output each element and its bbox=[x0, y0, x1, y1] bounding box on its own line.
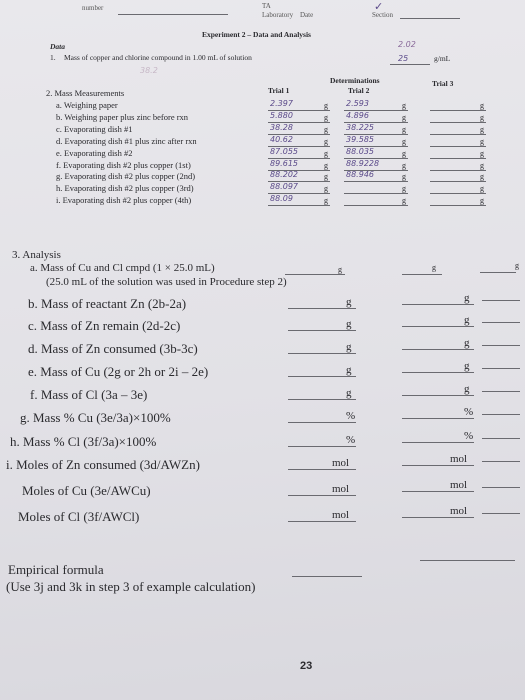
analysis-a-t1-line[interactable] bbox=[285, 274, 345, 275]
analysis-row-trial-3-line[interactable] bbox=[482, 368, 520, 369]
mass-row-trial-2-unit: g bbox=[402, 136, 406, 146]
mass-row-trial-3-unit: g bbox=[480, 196, 484, 206]
analysis-row-trial-2-line[interactable] bbox=[402, 442, 474, 443]
mass-row-trial-3-unit: g bbox=[480, 112, 484, 122]
mass-row-trial-1-value: 2.397 bbox=[270, 99, 293, 108]
mass-row-trial-2-value: 2.593 bbox=[346, 99, 369, 108]
analysis-row-trial-2-unit: mol bbox=[450, 505, 468, 517]
analysis-row-trial-1-line[interactable] bbox=[288, 495, 356, 496]
analysis-row-trial-2-line[interactable] bbox=[402, 491, 474, 492]
mass-row-label: f. Evaporating dish #2 plus copper (1st) bbox=[56, 159, 191, 170]
mass-row-trial-2-unit: g bbox=[402, 184, 406, 194]
analysis-row-trial-2-unit: g bbox=[464, 292, 470, 304]
mass-row-trial-3-unit: g bbox=[480, 124, 484, 134]
scratch-note: 38.2 bbox=[140, 66, 158, 75]
mass-row-trial-2-value: 4.896 bbox=[346, 110, 369, 120]
analysis-row-trial-3-line[interactable] bbox=[482, 300, 520, 301]
analysis-row-trial-1-line[interactable] bbox=[288, 308, 356, 309]
mass-row-trial-3-line[interactable] bbox=[430, 110, 486, 111]
analysis-row-trial-2-line[interactable] bbox=[402, 395, 474, 396]
analysis-row-trial-1-unit: g bbox=[346, 296, 352, 308]
analysis-row-trial-1-unit: mol bbox=[332, 457, 350, 469]
mass-row-trial-2-line[interactable] bbox=[344, 193, 408, 194]
analysis-a-t3-line[interactable] bbox=[480, 272, 516, 273]
analysis-row-trial-1-line[interactable] bbox=[288, 330, 356, 331]
mass-row-label: i. Evaporating dish #2 plus copper (4th) bbox=[56, 195, 192, 206]
mass-row-trial-3-unit: g bbox=[480, 160, 484, 170]
mass-row-trial-3-line[interactable] bbox=[430, 205, 486, 206]
date-label: Date bbox=[300, 11, 314, 19]
mass-row-trial-1-value: 87.055 bbox=[270, 146, 298, 156]
empirical-formula-label: Empirical formula bbox=[8, 562, 104, 577]
mass-row-trial-1-unit: g bbox=[324, 112, 328, 122]
mass-row-label: a. Weighing paper bbox=[56, 100, 118, 110]
analysis-row-trial-1-unit: g bbox=[346, 318, 352, 330]
analysis-row-trial-2-line[interactable] bbox=[402, 465, 474, 466]
analysis-row-trial-1-line[interactable] bbox=[288, 446, 356, 447]
page-number: 23 bbox=[300, 660, 313, 672]
analysis-row-trial-1-unit: mol bbox=[332, 483, 350, 495]
number-label: number bbox=[82, 4, 104, 12]
data-item1-line bbox=[390, 64, 430, 65]
mass-row-trial-1-value: 89.615 bbox=[270, 158, 298, 168]
section-label: Section bbox=[372, 11, 393, 19]
analysis-row-trial-3-line[interactable] bbox=[482, 391, 520, 392]
mass-row-trial-1-unit: g bbox=[324, 172, 328, 182]
analysis-row-trial-3-line[interactable] bbox=[482, 461, 520, 462]
mass-row-trial-1-value: 40.62 bbox=[270, 134, 293, 144]
analysis-row-trial-3-line[interactable] bbox=[482, 322, 520, 323]
mass-row-trial-1-unit: g bbox=[324, 101, 328, 110]
mass-row-trial-3-unit: g bbox=[480, 136, 484, 146]
mass-row-trial-2-line[interactable] bbox=[344, 181, 408, 182]
mass-row-trial-3-unit: g bbox=[480, 184, 484, 194]
mass-row-trial-2-unit: g bbox=[402, 196, 406, 206]
analysis-row-trial-1-unit: g bbox=[346, 387, 352, 399]
mass-row-label: h. Evaporating dish #2 plus copper (3rd) bbox=[56, 183, 194, 194]
trial-2-header: Trial 2 bbox=[348, 86, 370, 95]
analysis-row-trial-2-unit: g bbox=[464, 337, 470, 349]
mass-row-trial-2-value: 88.946 bbox=[346, 170, 374, 180]
checkmark-icon: ✓ bbox=[374, 0, 384, 13]
analysis-row-trial-2-unit: % bbox=[464, 406, 474, 418]
mass-row-trial-3-line[interactable] bbox=[430, 134, 486, 135]
data-item1-text: Mass of copper and chlorine compound in 1.00 mL of solution bbox=[64, 53, 252, 62]
mass-row-trial-3-unit: g bbox=[480, 148, 484, 158]
analysis-row-trial-1-unit: % bbox=[346, 434, 356, 446]
empirical-line-2[interactable] bbox=[420, 560, 515, 561]
analysis-row-trial-2-unit: mol bbox=[450, 453, 468, 465]
mass-row-trial-3-line[interactable] bbox=[430, 193, 486, 194]
page-title: Experiment 2 – Data and Analysis bbox=[202, 30, 311, 39]
mass-row-trial-3-line[interactable] bbox=[430, 122, 486, 123]
analysis-row-label: d. Mass of Zn consumed (3b-3c) bbox=[28, 341, 198, 356]
mass-row-trial-1-unit: g bbox=[324, 184, 328, 194]
analysis-row-trial-1-line[interactable] bbox=[288, 376, 356, 377]
analysis-row-trial-1-line[interactable] bbox=[288, 399, 356, 400]
analysis-a-t3-unit: g bbox=[515, 261, 519, 270]
analysis-row-trial-3-line[interactable] bbox=[482, 414, 520, 415]
analysis-row-trial-1-line[interactable] bbox=[288, 469, 356, 470]
analysis-row-trial-3-line[interactable] bbox=[482, 513, 520, 514]
analysis-row-trial-2-unit: % bbox=[464, 430, 474, 442]
analysis-row-trial-3-line[interactable] bbox=[482, 487, 520, 488]
mass-row-trial-1-value: 38.28 bbox=[270, 122, 293, 132]
analysis-row-trial-1-unit: mol bbox=[332, 509, 350, 521]
mass-row-trial-2-unit: g bbox=[402, 160, 406, 170]
mass-row-label: b. Weighing paper plus zinc before rxn bbox=[56, 111, 189, 122]
trial-3-header: Trial 3 bbox=[432, 79, 454, 88]
analysis-row-trial-2-line[interactable] bbox=[402, 418, 474, 419]
mass-row-trial-2-unit: g bbox=[402, 148, 406, 158]
mass-row-trial-1-line[interactable] bbox=[268, 205, 330, 206]
analysis-row-trial-1-line[interactable] bbox=[288, 521, 356, 522]
mass-row-trial-1-value: 5.880 bbox=[270, 110, 293, 120]
mass-row-trial-3-line[interactable] bbox=[430, 146, 486, 147]
mass-row-trial-3-line[interactable] bbox=[430, 181, 486, 182]
analysis-row-label: b. Mass of reactant Zn (2b-2a) bbox=[28, 296, 187, 311]
mass-row-trial-1-value: 88.202 bbox=[270, 170, 298, 180]
mass-row-label: c. Evaporating dish #1 bbox=[56, 123, 133, 134]
mass-row-trial-2-unit: g bbox=[402, 172, 406, 182]
mass-row-trial-1-unit: g bbox=[324, 196, 328, 206]
mass-row-trial-2-line[interactable] bbox=[344, 205, 408, 206]
analysis-row-trial-2-line[interactable] bbox=[402, 517, 474, 518]
number-line bbox=[118, 14, 228, 15]
analysis-row-trial-3-line[interactable] bbox=[482, 438, 520, 439]
ta-label: TA bbox=[262, 2, 271, 10]
mass-row-trial-3-unit: g bbox=[480, 172, 484, 182]
empirical-line-1[interactable] bbox=[292, 576, 362, 577]
mass-row-trial-1-unit: g bbox=[324, 148, 328, 158]
analysis-row-trial-2-unit: g bbox=[464, 360, 470, 372]
analysis-row-trial-2-unit: mol bbox=[450, 479, 468, 491]
trial-1-header: Trial 1 bbox=[268, 86, 290, 95]
analysis-row-label: c. Mass of Zn remain (2d-2c) bbox=[28, 318, 181, 333]
handwritten-value-2: 25 bbox=[398, 54, 409, 63]
analysis-row-label: Moles of Cu (3e/AWCu) bbox=[22, 483, 151, 498]
mass-row-trial-1-unit: g bbox=[324, 160, 328, 170]
analysis-row-trial-1-unit: % bbox=[346, 410, 356, 422]
analysis-row-label: e. Mass of Cu (2g or 2h or 2i – 2e) bbox=[28, 364, 209, 379]
mass-row-trial-3-line[interactable] bbox=[430, 170, 486, 171]
mass-measurements-title: 2. Mass Measurements bbox=[46, 88, 125, 98]
mass-row-trial-2-unit: g bbox=[402, 101, 406, 110]
analysis-row-trial-1-line[interactable] bbox=[288, 422, 356, 423]
analysis-row-trial-1-unit: g bbox=[346, 341, 352, 353]
analysis-row-trial-3-line[interactable] bbox=[482, 345, 520, 346]
handwritten-density: 2.02 bbox=[398, 40, 416, 49]
analysis-a-t2-unit: g bbox=[432, 263, 436, 272]
analysis-a-t1-unit: g bbox=[338, 265, 342, 274]
mass-row-trial-2-unit: g bbox=[402, 112, 406, 122]
analysis-row-trial-2-unit: g bbox=[464, 383, 470, 395]
mass-row-trial-2-value: 88.035 bbox=[346, 146, 374, 156]
mass-row-trial-1-value: 88.097 bbox=[270, 182, 298, 192]
mass-row-trial-2-value: 88.9228 bbox=[346, 158, 380, 168]
analysis-row-trial-2-line[interactable] bbox=[402, 349, 474, 350]
data-item1-num: 1. bbox=[50, 53, 56, 62]
mass-row-trial-3-unit: g bbox=[480, 101, 484, 110]
analysis-a-note: (25.0 mL of the solution was used in Procedure step 2) bbox=[46, 276, 287, 288]
determinations-heading: Determinations bbox=[330, 76, 380, 85]
mass-row-label: d. Evaporating dish #1 plus zinc after rxn bbox=[56, 135, 197, 146]
analysis-a-label: a. Mass of Cu and Cl cmpd (1 × 25.0 mL) bbox=[30, 262, 215, 274]
mass-row-label: e. Evaporating dish #2 bbox=[56, 147, 133, 158]
analysis-title: 3. Analysis bbox=[12, 249, 61, 261]
mass-row-trial-1-value: 88.09 bbox=[270, 194, 293, 204]
analysis-row-trial-1-unit: g bbox=[346, 364, 352, 376]
empirical-formula-note: (Use 3j and 3k in step 3 of example calculation) bbox=[6, 579, 256, 594]
analysis-row-label: f. Mass of Cl (3a – 3e) bbox=[30, 387, 148, 402]
analysis-row-label: Moles of Cl (3f/AWCl) bbox=[18, 509, 140, 524]
mass-row-trial-3-line[interactable] bbox=[430, 158, 486, 159]
analysis-row-trial-2-unit: g bbox=[464, 314, 470, 326]
mass-row-trial-1-unit: g bbox=[324, 124, 328, 134]
analysis-row-trial-2-line[interactable] bbox=[402, 326, 474, 327]
section-line bbox=[400, 18, 460, 19]
mass-row-trial-2-value: 39.585 bbox=[346, 134, 374, 144]
analysis-row-trial-2-line[interactable] bbox=[402, 304, 474, 305]
mass-row-trial-2-value: 38.225 bbox=[346, 122, 374, 132]
analysis-row-label: h. Mass % Cl (3f/3a)×100% bbox=[10, 434, 157, 449]
mass-row-label: g. Evaporating dish #2 plus copper (2nd) bbox=[56, 171, 196, 182]
analysis-a-t2-line[interactable] bbox=[402, 274, 442, 275]
analysis-row-trial-1-line[interactable] bbox=[288, 353, 356, 354]
analysis-row-label: i. Moles of Zn consumed (3d/AWZn) bbox=[6, 457, 200, 472]
lab-label: Laboratory bbox=[262, 11, 294, 19]
mass-row-trial-1-unit: g bbox=[324, 136, 328, 146]
data-label: Data bbox=[50, 42, 65, 51]
analysis-row-trial-2-line[interactable] bbox=[402, 372, 474, 373]
mass-row-trial-2-unit: g bbox=[402, 124, 406, 134]
analysis-row-label: g. Mass % Cu (3e/3a)×100% bbox=[20, 410, 171, 425]
data-item1-unit: g/mL bbox=[434, 54, 451, 63]
